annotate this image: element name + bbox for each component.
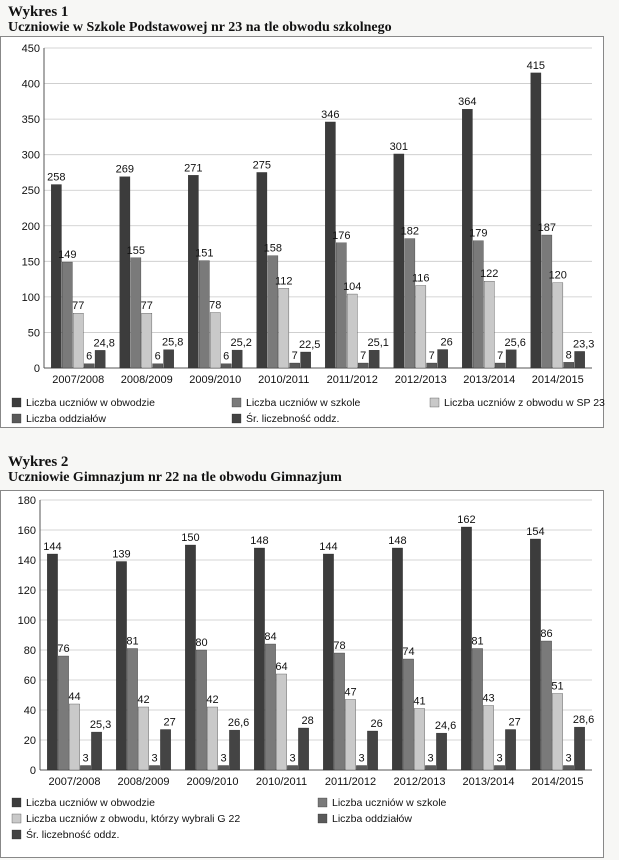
- bar: [62, 262, 72, 368]
- bar: [196, 650, 206, 770]
- y-tick-label: 0: [29, 765, 36, 777]
- bar: [414, 709, 424, 771]
- x-tick-label: 2014/2015: [531, 374, 584, 386]
- data-label: 149: [58, 249, 77, 262]
- bar: [116, 562, 126, 771]
- legend-swatch: [318, 814, 327, 823]
- data-label: 81: [471, 635, 484, 648]
- x-tick-label: 2010/2011: [255, 776, 308, 788]
- bar: [287, 766, 297, 771]
- x-tick-label: 2009/2010: [186, 776, 239, 788]
- bar: [323, 554, 333, 770]
- legend-label: Liczba uczniów w obwodzie: [26, 397, 155, 409]
- x-tick-label: 2007/2008: [48, 776, 101, 788]
- x-tick-label: 2012/2013: [394, 374, 447, 386]
- data-label: 7: [428, 350, 435, 363]
- bar: [427, 363, 437, 368]
- bar: [484, 281, 494, 368]
- chart-block-2: [0, 450, 619, 860]
- x-tick-label: 2011/2012: [324, 776, 377, 788]
- legend-label: Liczba uczniów z obwodu, którzy wybrali G 22: [26, 813, 241, 825]
- bar: [358, 363, 368, 368]
- data-label: 28,6: [572, 714, 595, 727]
- data-label: 74: [402, 646, 415, 658]
- data-label: 80: [195, 637, 208, 649]
- data-label: 81: [126, 635, 139, 648]
- data-label: 42: [206, 694, 219, 706]
- bar: [95, 350, 105, 368]
- data-label: 7: [360, 350, 367, 363]
- bar: [218, 766, 228, 771]
- data-label: 24,8: [93, 337, 115, 350]
- y-tick-label: 140: [17, 555, 36, 567]
- bar: [553, 283, 563, 368]
- bar-chart-1: [0, 36, 619, 430]
- data-label: 120: [548, 269, 567, 282]
- bar: [84, 364, 94, 368]
- data-label: 28: [301, 715, 314, 727]
- data-label: 25,1: [367, 337, 389, 350]
- x-tick-label: 2012/2013: [393, 776, 446, 788]
- data-label: 64: [275, 661, 288, 673]
- y-tick-label: 120: [17, 585, 36, 597]
- data-label: 3: [496, 752, 503, 765]
- y-tick-label: 0: [33, 363, 40, 375]
- data-label: 22,5: [298, 339, 321, 351]
- data-label: 25,2: [230, 337, 252, 350]
- data-label: 154: [526, 526, 545, 538]
- bar: [91, 732, 101, 770]
- y-tick-label: 20: [23, 735, 36, 747]
- data-label: 26: [440, 336, 453, 349]
- y-tick-label: 400: [21, 78, 40, 91]
- data-label: 41: [413, 695, 426, 708]
- y-tick-label: 450: [21, 43, 40, 55]
- data-label: 162: [457, 514, 476, 526]
- bar-chart-2: [0, 490, 619, 860]
- legend-swatch: [318, 798, 327, 807]
- data-label: 6: [86, 350, 93, 363]
- bar: [298, 728, 308, 770]
- bar: [425, 766, 435, 771]
- y-tick-label: 40: [23, 705, 36, 717]
- data-label: 364: [458, 96, 477, 109]
- data-label: 77: [140, 300, 153, 313]
- data-label: 179: [469, 227, 488, 240]
- bar: [47, 554, 57, 770]
- bar: [494, 766, 504, 771]
- y-tick-label: 50: [27, 327, 40, 340]
- data-label: 155: [126, 244, 145, 257]
- bar: [394, 154, 404, 368]
- bar: [69, 704, 79, 770]
- bar: [483, 706, 493, 771]
- bar: [436, 733, 446, 770]
- chart-title: Uczniowie Gimnazjum nr 22 na tle obwodu Gimnazjum: [8, 470, 342, 485]
- x-tick-label: 2010/2011: [258, 374, 310, 386]
- data-label: 25,8: [161, 336, 184, 349]
- data-label: 151: [195, 247, 214, 260]
- data-label: 7: [497, 350, 504, 363]
- bar: [563, 766, 573, 771]
- data-label: 3: [565, 752, 572, 765]
- chart-label: Wykres 2: [8, 454, 69, 470]
- legend-label: Liczba oddziałów: [332, 813, 412, 825]
- x-tick-label: 2008/2009: [117, 776, 170, 788]
- data-label: 176: [332, 229, 351, 242]
- legend-swatch: [12, 798, 21, 807]
- y-tick-label: 160: [17, 525, 36, 537]
- bar: [392, 548, 402, 770]
- bar: [185, 545, 195, 770]
- bar: [232, 350, 242, 368]
- data-label: 415: [526, 59, 546, 72]
- bar: [334, 653, 344, 770]
- bar: [438, 350, 448, 368]
- data-label: 24,6: [434, 720, 457, 733]
- bar: [347, 294, 357, 368]
- legend-label: Liczba uczniów w szkole: [246, 397, 361, 409]
- data-label: 3: [427, 752, 434, 765]
- bar: [120, 177, 130, 368]
- bar: [279, 288, 289, 368]
- bar: [356, 766, 366, 771]
- data-label: 104: [343, 281, 362, 294]
- bar: [80, 766, 90, 771]
- x-tick-label: 2011/2012: [326, 374, 378, 386]
- x-tick-label: 2013/2014: [463, 374, 516, 386]
- bar: [199, 261, 209, 368]
- x-tick-label: 2014/2015: [531, 776, 584, 788]
- data-label: 26,6: [227, 717, 250, 730]
- data-label: 150: [181, 532, 200, 544]
- data-label: 182: [400, 225, 419, 238]
- data-label: 3: [358, 752, 365, 765]
- data-label: 269: [115, 163, 135, 176]
- legend-label: Liczba oddziałów: [26, 413, 106, 425]
- y-tick-label: 100: [17, 615, 36, 627]
- bar: [505, 730, 515, 771]
- bar: [531, 73, 541, 368]
- y-tick-label: 300: [21, 149, 40, 162]
- data-label: 187: [537, 222, 556, 235]
- bar: [268, 256, 278, 368]
- bar: [574, 727, 584, 770]
- legend-swatch: [430, 398, 439, 407]
- legend-swatch: [232, 398, 241, 407]
- data-label: 51: [551, 680, 564, 693]
- data-label: 84: [264, 631, 277, 643]
- data-label: 78: [209, 299, 222, 312]
- bar: [405, 239, 415, 368]
- bar: [325, 122, 335, 368]
- data-label: 43: [482, 692, 495, 705]
- data-label: 6: [223, 350, 230, 363]
- bar: [207, 707, 217, 770]
- bar: [138, 707, 148, 770]
- legend-swatch: [12, 414, 21, 423]
- bar: [301, 352, 311, 368]
- legend-swatch: [232, 414, 241, 423]
- bar: [149, 766, 159, 771]
- data-label: 275: [252, 159, 272, 172]
- bar: [210, 313, 220, 368]
- data-label: 112: [274, 275, 293, 288]
- data-label: 23,3: [572, 338, 595, 351]
- data-label: 27: [163, 716, 176, 729]
- bar: [345, 700, 355, 771]
- bar: [131, 258, 141, 368]
- x-tick-label: 2008/2009: [120, 374, 173, 386]
- bar: [575, 351, 585, 368]
- data-label: 7: [291, 350, 298, 363]
- data-label: 139: [112, 548, 131, 561]
- chart-label: Wykres 1: [8, 4, 69, 20]
- data-label: 3: [151, 752, 158, 765]
- bar: [461, 527, 471, 770]
- legend-swatch: [12, 398, 21, 407]
- legend-label: Liczba uczniów w obwodzie: [26, 797, 155, 809]
- bar: [221, 364, 231, 368]
- y-tick-label: 180: [17, 495, 36, 507]
- data-label: 144: [43, 541, 62, 553]
- bar: [276, 674, 286, 770]
- bar: [257, 172, 267, 368]
- data-label: 76: [57, 643, 70, 655]
- y-tick-label: 80: [23, 645, 36, 657]
- x-tick-label: 2013/2014: [462, 776, 515, 788]
- data-label: 27: [508, 716, 521, 729]
- bar: [164, 350, 174, 368]
- bar: [73, 313, 83, 368]
- bar: [51, 185, 61, 368]
- bar: [127, 649, 137, 771]
- bar: [367, 731, 377, 770]
- bar: [473, 241, 483, 368]
- chart-title: Uczniowie w Szkole Podstawowej nr 23 na tle obwodu szkolnego: [8, 20, 392, 35]
- data-label: 44: [68, 691, 81, 703]
- data-label: 86: [540, 628, 553, 640]
- data-label: 25,3: [89, 719, 112, 732]
- bar: [265, 644, 275, 770]
- bar: [160, 730, 170, 771]
- data-label: 301: [389, 140, 409, 153]
- bar: [336, 243, 346, 368]
- bar: [403, 659, 413, 770]
- legend-swatch: [12, 830, 21, 839]
- bar: [542, 235, 552, 368]
- y-tick-label: 150: [21, 256, 40, 269]
- y-tick-label: 60: [23, 675, 36, 687]
- data-label: 3: [82, 752, 89, 765]
- bar: [495, 363, 505, 368]
- x-tick-label: 2007/2008: [52, 374, 105, 386]
- y-tick-label: 200: [21, 220, 40, 233]
- bar: [290, 363, 300, 368]
- data-label: 78: [333, 640, 346, 652]
- data-label: 6: [154, 350, 161, 363]
- bar: [564, 362, 574, 368]
- x-tick-label: 2009/2010: [189, 374, 242, 386]
- data-label: 26: [370, 718, 383, 730]
- y-tick-label: 100: [21, 291, 40, 304]
- data-label: 25,6: [504, 336, 526, 349]
- chart-frame: [1, 37, 604, 428]
- bar: [58, 656, 68, 770]
- data-label: 148: [388, 535, 407, 547]
- bar: [153, 364, 163, 368]
- bar: [369, 350, 379, 368]
- bar: [416, 286, 426, 368]
- legend-label: Liczba uczniów z obwodu w SP 23: [444, 397, 605, 409]
- bar: [530, 539, 540, 770]
- legend-label: Śr. liczebność oddz.: [26, 829, 120, 841]
- data-label: 47: [344, 686, 357, 699]
- data-label: 8: [565, 349, 572, 362]
- data-label: 3: [220, 752, 227, 765]
- bar: [142, 313, 152, 368]
- data-label: 116: [411, 272, 430, 285]
- data-label: 271: [184, 162, 203, 175]
- bar: [229, 730, 239, 770]
- bar: [472, 649, 482, 771]
- legend-label: Śr. liczebność oddz.: [246, 413, 340, 425]
- data-label: 258: [47, 171, 66, 184]
- bar: [552, 694, 562, 771]
- data-label: 42: [137, 694, 150, 706]
- data-label: 3: [289, 752, 296, 765]
- data-label: 122: [480, 268, 499, 281]
- y-tick-label: 350: [21, 114, 40, 127]
- bar: [541, 641, 551, 770]
- y-tick-label: 250: [21, 185, 40, 198]
- bar: [188, 175, 198, 368]
- legend-label: Liczba uczniów w szkole: [332, 797, 447, 809]
- bar: [506, 350, 516, 368]
- legend-swatch: [12, 814, 21, 823]
- data-label: 158: [263, 242, 282, 255]
- data-label: 148: [250, 535, 269, 547]
- data-label: 77: [72, 300, 85, 313]
- data-label: 346: [321, 108, 340, 121]
- bar: [254, 548, 264, 770]
- data-label: 144: [319, 541, 338, 553]
